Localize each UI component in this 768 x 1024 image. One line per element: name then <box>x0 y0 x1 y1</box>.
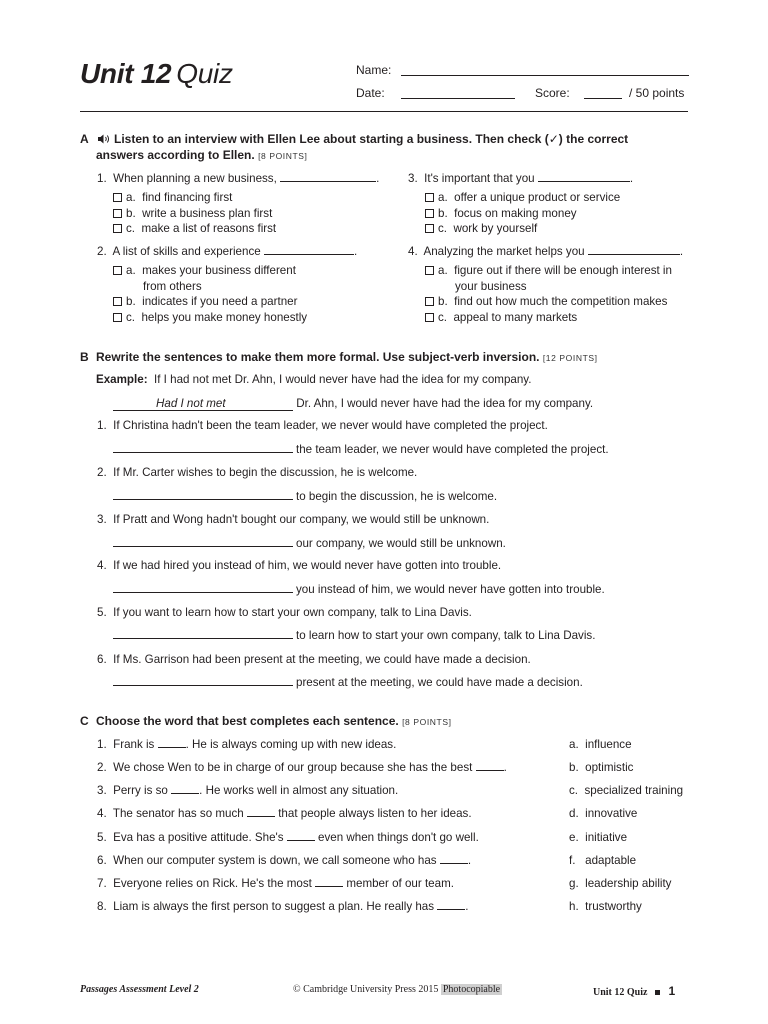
rewrite-rest: you instead of him, we would never have gotten into trouble. <box>296 583 605 596</box>
footer-unit <box>593 984 675 998</box>
question-a4 <box>408 245 683 258</box>
item-after: even when things don't go well. <box>318 831 479 844</box>
c-item-7 <box>97 877 454 890</box>
question-number: 3. <box>408 172 418 185</box>
checkbox-icon[interactable] <box>113 209 122 218</box>
answer-blank[interactable] <box>315 877 343 887</box>
example-sentence: If I had not met Dr. Ahn, I would never have had the idea for my company. <box>154 373 532 386</box>
option-letter: b. <box>126 295 136 308</box>
title-quiz: Quiz <box>176 58 233 89</box>
item-number: 8. <box>97 900 107 913</box>
question-number: 1. <box>97 172 107 185</box>
answer-blank[interactable] <box>280 172 376 182</box>
rewrite-blank[interactable] <box>113 676 293 686</box>
option-letter: a. <box>438 264 448 277</box>
c-item-4 <box>97 807 472 820</box>
section-c-letter: C <box>80 714 89 728</box>
option-letter: c. <box>438 222 448 235</box>
option-a2-c[interactable] <box>113 311 307 324</box>
choice-letter: c. <box>569 784 579 797</box>
rewrite-rest: our company, we would still be unknown. <box>296 537 506 550</box>
item-before: Eva has a positive attitude. She's <box>113 831 284 844</box>
date-field[interactable] <box>401 98 515 99</box>
item-before: Everyone relies on Rick. He's the most <box>113 877 312 890</box>
footer-unit-text: Unit 12 Quiz <box>593 987 648 998</box>
item-before: When our computer system is down, we call someone who has <box>113 854 437 867</box>
item-before: Liam is always the first person to suggest a plan. He really has <box>113 900 435 913</box>
section-b-points: [12 POINTS] <box>542 353 598 363</box>
b-item-6-rewrite <box>113 676 583 689</box>
question-a3 <box>408 172 633 185</box>
item-sentence: If Pratt and Wong hadn't bought our company, we would still be unknown. <box>113 513 490 526</box>
c-item-6 <box>97 854 471 867</box>
section-a-instruction-line2: answers according to Ellen. <box>96 148 255 162</box>
question-end: . <box>679 245 684 258</box>
page-number: 1 <box>668 984 676 998</box>
rewrite-rest: present at the meeting, we could have made a decision. <box>296 676 583 689</box>
answer-blank[interactable] <box>171 784 199 794</box>
section-c-instruction-text: Choose the word that best completes each sentence. <box>96 714 399 728</box>
option-a3-c[interactable] <box>425 222 537 235</box>
rewrite-blank[interactable] <box>113 537 293 547</box>
rewrite-blank[interactable] <box>113 490 293 500</box>
section-a-points: [8 POINTS] <box>258 151 308 161</box>
choice-letter: h. <box>569 900 579 913</box>
item-before: The senator has so much <box>112 807 244 820</box>
question-stem: Analyzing the market helps you <box>423 245 585 258</box>
item-number: 2. <box>97 761 107 774</box>
title-unit: Unit 12 <box>80 58 172 89</box>
item-after: . He is always coming up with new ideas. <box>185 738 397 751</box>
square-bullet-icon <box>655 990 660 995</box>
choice-letter: b. <box>569 761 579 774</box>
b-item-4-rewrite <box>113 583 605 596</box>
choice-c <box>569 784 683 797</box>
answer-blank[interactable] <box>264 245 354 255</box>
choice-d <box>569 807 637 820</box>
question-end: . <box>353 245 358 258</box>
option-letter: a. <box>126 264 136 277</box>
b-item-2-sentence <box>97 466 417 479</box>
question-stem: A list of skills and experience <box>112 245 261 258</box>
option-a2-b[interactable] <box>113 295 297 308</box>
example-label: Example: <box>96 373 148 386</box>
option-text: find financing first <box>142 191 233 204</box>
section-a-letter: A <box>80 132 89 146</box>
option-text: find out how much the competition makes <box>454 295 668 308</box>
section-c-instruction <box>96 714 452 728</box>
example-answer-line <box>113 397 293 411</box>
item-number: 6. <box>97 653 107 666</box>
option-letter: c. <box>126 222 136 235</box>
item-number: 5. <box>97 606 107 619</box>
option-text: indicates if you need a partner <box>142 295 298 308</box>
question-end: . <box>629 172 634 185</box>
choice-g <box>569 877 671 890</box>
checkbox-icon[interactable] <box>425 297 434 306</box>
checkbox-icon[interactable] <box>113 297 122 306</box>
choice-word: specialized training <box>584 784 684 797</box>
option-a1-c[interactable] <box>113 222 276 235</box>
item-before: Frank is <box>113 738 155 751</box>
answer-blank[interactable] <box>437 900 465 910</box>
page-title <box>80 58 233 90</box>
example-rest: Dr. Ahn, I would never have had the idea for my company. <box>296 397 594 410</box>
option-text: appeal to many markets <box>453 311 578 324</box>
checkbox-icon[interactable] <box>425 313 434 322</box>
choice-letter: f. <box>569 854 576 867</box>
example-answer-row <box>113 397 593 411</box>
checkbox-icon[interactable] <box>425 193 434 202</box>
rewrite-rest: the team leader, we never would have completed the project. <box>296 443 609 456</box>
b-item-5-sentence <box>97 606 472 619</box>
option-a2-a[interactable] <box>113 264 296 277</box>
example-sentence-row <box>96 373 531 386</box>
name-field[interactable] <box>401 75 689 76</box>
answer-blank[interactable] <box>440 854 468 864</box>
question-stem: It's important that you <box>424 172 535 185</box>
option-letter: b. <box>438 295 448 308</box>
question-stem: When planning a new business, <box>113 172 277 185</box>
item-sentence: If you want to learn how to start your own company, talk to Lina Davis. <box>113 606 472 619</box>
answer-blank[interactable] <box>538 172 630 182</box>
section-b-instruction <box>96 350 598 364</box>
question-number: 2. <box>97 245 107 258</box>
item-number: 3. <box>97 513 107 526</box>
copyright-text: © Cambridge University Press 2015 <box>293 984 439 995</box>
option-text: write a business plan first <box>142 207 273 220</box>
option-a3-b[interactable] <box>425 207 577 220</box>
option-a4-c[interactable] <box>425 311 577 324</box>
item-number: 4. <box>97 559 107 572</box>
choice-word: initiative <box>585 831 628 844</box>
item-before: Perry is so <box>113 784 168 797</box>
item-before: We chose Wen to be in charge of our group because she has the best <box>113 761 473 774</box>
score-field[interactable] <box>584 98 622 99</box>
rewrite-blank[interactable] <box>113 629 293 639</box>
name-label: Name: <box>356 63 392 77</box>
c-item-3 <box>97 784 398 797</box>
choice-h <box>569 900 642 913</box>
c-item-1 <box>97 738 396 751</box>
question-end: . <box>376 172 380 185</box>
b-item-1-rewrite <box>113 443 609 456</box>
answer-blank[interactable] <box>247 807 275 817</box>
choice-word: innovative <box>585 807 638 820</box>
option-a1-b[interactable] <box>113 207 272 220</box>
section-c-points: [8 POINTS] <box>402 717 452 727</box>
option-letter: c. <box>126 311 136 324</box>
item-number: 2. <box>97 466 107 479</box>
item-number: 1. <box>97 419 107 432</box>
answer-blank[interactable] <box>588 245 680 255</box>
c-item-8 <box>97 900 469 913</box>
choice-word: adaptable <box>585 854 637 867</box>
item-after: . <box>503 761 507 774</box>
section-a-instruction <box>98 132 628 146</box>
option-letter: a. <box>126 191 136 204</box>
option-letter: c. <box>438 311 448 324</box>
option-a1-a[interactable] <box>113 191 232 204</box>
checkbox-icon[interactable] <box>425 266 434 275</box>
choice-letter: e. <box>569 831 579 844</box>
footer-copyright <box>293 984 502 995</box>
choice-word: optimistic <box>585 761 634 774</box>
choice-b <box>569 761 633 774</box>
b-item-3-sentence <box>97 513 489 526</box>
choice-word: leadership ability <box>585 877 672 890</box>
b-item-4-sentence <box>97 559 501 572</box>
score-total: / 50 points <box>629 86 685 100</box>
option-text: helps you make money honestly <box>141 311 308 324</box>
option-text: figure out if there will be enough interest in <box>454 264 672 277</box>
item-sentence: If we had hired you instead of him, we would never have gotten into trouble. <box>113 559 502 572</box>
rewrite-blank[interactable] <box>113 583 293 593</box>
b-item-1-sentence <box>97 419 548 432</box>
choice-f <box>569 854 636 867</box>
item-after: . <box>465 900 469 913</box>
checkbox-icon[interactable] <box>425 224 434 233</box>
item-number: 3. <box>97 784 107 797</box>
answer-blank[interactable] <box>287 831 315 841</box>
checkbox-icon[interactable] <box>113 193 122 202</box>
item-number: 1. <box>97 738 107 751</box>
choice-a <box>569 738 632 751</box>
answer-blank[interactable] <box>158 738 186 748</box>
item-after: member of our team. <box>346 877 454 890</box>
option-letter: a. <box>438 191 448 204</box>
option-text: work by yourself <box>453 222 538 235</box>
checkbox-icon[interactable] <box>113 313 122 322</box>
choice-letter: g. <box>569 877 579 890</box>
choice-letter: d. <box>569 807 579 820</box>
choice-e <box>569 831 627 844</box>
b-item-6-sentence <box>97 653 531 666</box>
option-text: focus on making money <box>454 207 577 220</box>
option-a3-a[interactable] <box>425 191 620 204</box>
answer-blank[interactable] <box>476 761 504 771</box>
option-a4-b[interactable] <box>425 295 667 308</box>
choice-word: trustworthy <box>585 900 642 913</box>
audio-speaker-icon <box>98 134 110 144</box>
checkbox-icon[interactable] <box>425 209 434 218</box>
option-text: makes your business different <box>142 264 296 277</box>
b-item-5-rewrite <box>113 629 595 642</box>
option-letter: b. <box>438 207 448 220</box>
option-a4-a-cont: your business <box>455 280 527 293</box>
item-number: 4. <box>97 807 107 820</box>
photocopiable-badge: Photocopiable <box>442 984 501 995</box>
example-answer: Had I not met <box>156 397 226 410</box>
item-number: 5. <box>97 831 107 844</box>
section-a-instruction-2 <box>96 148 308 162</box>
question-a1 <box>97 172 379 185</box>
option-text: offer a unique product or service <box>454 191 621 204</box>
section-b-letter: B <box>80 350 89 364</box>
choice-letter: a. <box>569 738 579 751</box>
item-after: . He works well in almost any situation. <box>199 784 399 797</box>
item-after: . <box>467 854 472 867</box>
item-number: 6. <box>97 854 107 867</box>
b-item-2-rewrite <box>113 490 497 503</box>
b-item-3-rewrite <box>113 537 506 550</box>
item-number: 7. <box>97 877 107 890</box>
section-a-instruction-line1: Listen to an interview with Ellen Lee about starting a business. Then check (✓) the correct <box>114 132 629 146</box>
question-a2 <box>97 245 357 258</box>
item-sentence: If Christina hadn't been the team leader, we never would have completed the project. <box>113 419 548 432</box>
header-divider <box>80 111 688 112</box>
item-sentence: If Ms. Garrison had been present at the meeting, we could have made a decision. <box>113 653 531 666</box>
rewrite-rest: to learn how to start your own company, talk to Lina Davis. <box>296 629 596 642</box>
item-sentence: If Mr. Carter wishes to begin the discussion, he is welcome. <box>113 466 418 479</box>
rewrite-blank[interactable] <box>113 443 293 453</box>
c-item-5 <box>97 831 479 844</box>
option-a2-a-cont: from others <box>143 280 202 293</box>
choice-word: influence <box>585 738 632 751</box>
option-letter: b. <box>126 207 136 220</box>
date-label: Date: <box>356 86 385 100</box>
footer-book-title: Passages Assessment Level 2 <box>80 984 199 995</box>
question-number: 4. <box>408 245 418 258</box>
c-item-2 <box>97 761 507 774</box>
section-b-instruction-text: Rewrite the sentences to make them more formal. Use subject-verb inversion. <box>96 350 540 364</box>
rewrite-rest: to begin the discussion, he is welcome. <box>296 490 498 503</box>
option-text: make a list of reasons first <box>141 222 277 235</box>
checkbox-icon[interactable] <box>113 224 122 233</box>
item-after: that people always listen to her ideas. <box>278 807 472 820</box>
score-label: Score: <box>535 86 570 100</box>
option-a4-a[interactable] <box>425 264 672 277</box>
checkbox-icon[interactable] <box>113 266 122 275</box>
